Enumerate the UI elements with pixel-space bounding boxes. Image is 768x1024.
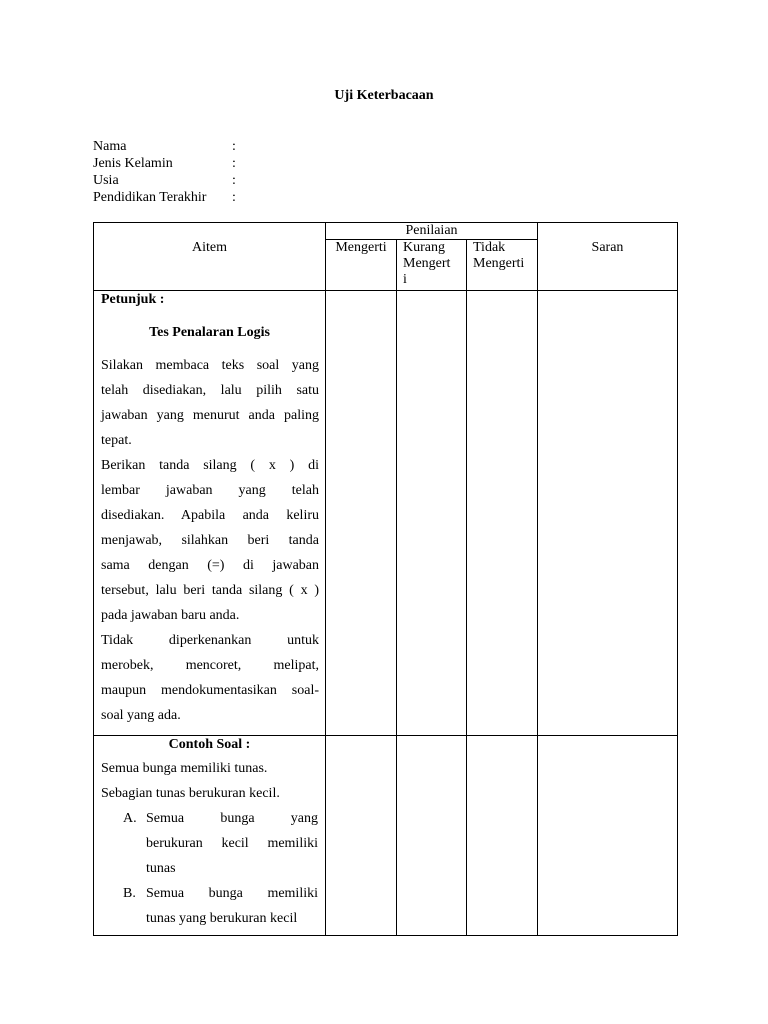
header-text-line: Mengerti xyxy=(473,256,525,271)
option-line: tunas yang berukuran kecil xyxy=(146,911,298,926)
option-marker-a: A. xyxy=(123,811,137,826)
option-b-text xyxy=(146,881,318,931)
column-divider xyxy=(325,222,326,936)
instruction-line: menjawab, silahkan beri tanda xyxy=(101,533,319,548)
header-divider xyxy=(93,290,678,291)
contoh-soal-heading: Contoh Soal : xyxy=(168,737,251,752)
instruction-line: jawaban yang menurut anda paling xyxy=(101,408,319,423)
instruction-line: soal yang ada. xyxy=(101,708,181,723)
header-aitem: Aitem xyxy=(192,240,227,255)
option-line: Semua bunga yang xyxy=(146,811,318,826)
instructions-text xyxy=(101,353,319,728)
page-title: Uji Keterbacaan xyxy=(334,88,434,103)
field-colon: : xyxy=(232,173,236,188)
instruction-line: sama dengan (=) di jawaban xyxy=(101,558,319,573)
section-subtitle: Tes Penalaran Logis xyxy=(149,325,270,340)
header-tidak-mengerti xyxy=(473,240,536,272)
instruction-line: Tidak diperkenankan untuk xyxy=(101,633,319,648)
instruction-line: merobek, mencoret, melipat, xyxy=(101,658,319,673)
option-line: Semua bunga memiliki xyxy=(146,886,318,901)
instruction-line: Silakan membaca teks soal yang xyxy=(101,358,319,373)
field-label: Jenis Kelamin xyxy=(93,156,173,171)
instruction-line: pada jawaban baru anda. xyxy=(101,608,240,623)
option-a-text xyxy=(146,806,318,881)
column-divider xyxy=(537,222,538,936)
header-kurang-mengerti xyxy=(403,240,465,288)
field-jenis-kelamin xyxy=(93,155,236,172)
petunjuk-label: Petunjuk : xyxy=(101,292,165,307)
field-label: Nama xyxy=(93,139,127,154)
example-text xyxy=(101,756,319,806)
table-border-bottom xyxy=(93,935,678,936)
option-marker-b: B. xyxy=(123,886,136,901)
header-text-line: Tidak xyxy=(473,240,506,255)
column-divider xyxy=(396,239,397,936)
instruction-line: tersebut, lalu beri tanda silang ( x ) xyxy=(101,583,319,598)
field-label: Pendidikan Terakhir xyxy=(93,190,207,205)
example-line: Semua bunga memiliki tunas. xyxy=(101,761,268,776)
header-penilaian: Penilaian xyxy=(405,223,458,238)
header-text-line: Kurang xyxy=(403,240,445,255)
instruction-line: Berikan tanda silang ( x ) di xyxy=(101,458,319,473)
instruction-line: telah disediakan, lalu pilih satu xyxy=(101,383,319,398)
table-border-right xyxy=(677,222,678,936)
header-mengerti: Mengerti xyxy=(335,240,387,255)
field-pendidikan-terakhir xyxy=(93,189,236,206)
example-line: Sebagian tunas berukuran kecil. xyxy=(101,786,280,801)
instruction-line: disediakan. Apabila anda keliru xyxy=(101,508,319,523)
column-divider xyxy=(466,239,467,936)
field-nama xyxy=(93,138,236,155)
option-line: berukuran kecil memiliki xyxy=(146,836,318,851)
field-usia xyxy=(93,172,236,189)
instruction-line: maupun mendokumentasikan soal- xyxy=(101,683,319,698)
header-text-line: i xyxy=(403,272,407,287)
instruction-line: lembar jawaban yang telah xyxy=(101,483,319,498)
instruction-line: tepat. xyxy=(101,433,132,448)
field-colon: : xyxy=(232,156,236,171)
field-label: Usia xyxy=(93,173,119,188)
header-text-line: Mengert xyxy=(403,256,451,271)
field-colon: : xyxy=(232,190,236,205)
header-saran: Saran xyxy=(591,240,624,255)
option-line: tunas xyxy=(146,861,176,876)
field-colon: : xyxy=(232,139,236,154)
